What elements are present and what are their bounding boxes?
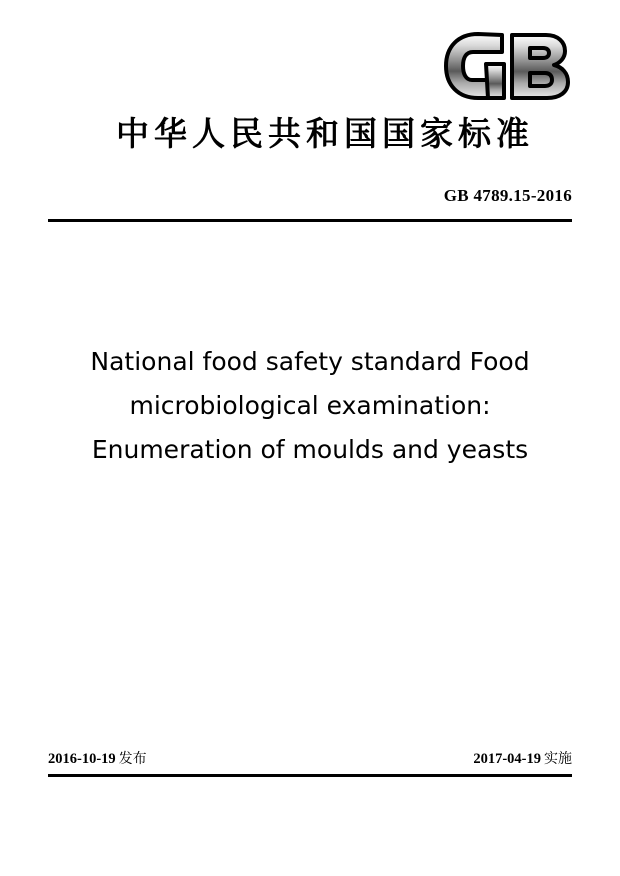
page-title: [60, 340, 560, 472]
footer-divider: [48, 774, 572, 777]
header-divider: [48, 219, 572, 222]
effective-date-value: 2017-04-19: [473, 751, 541, 767]
gb-logo-icon: [442, 30, 572, 102]
standard-title-chinese: 中华人民共和国国家标准: [116, 114, 534, 153]
issue-date-label: 发布: [118, 751, 147, 767]
effective-date-label: 实施: [544, 751, 572, 767]
title-line-2: microbiological examination:: [129, 391, 491, 420]
issue-date: [48, 748, 147, 768]
footer: [48, 748, 572, 768]
title-line-1: National food safety standard Food: [90, 347, 530, 376]
issue-date-value: 2016-10-19: [48, 751, 116, 767]
effective-date: [473, 748, 572, 768]
standard-number: GB 4789.15-2016: [443, 186, 572, 205]
title-line-3: Enumeration of moulds and yeasts: [91, 435, 529, 464]
